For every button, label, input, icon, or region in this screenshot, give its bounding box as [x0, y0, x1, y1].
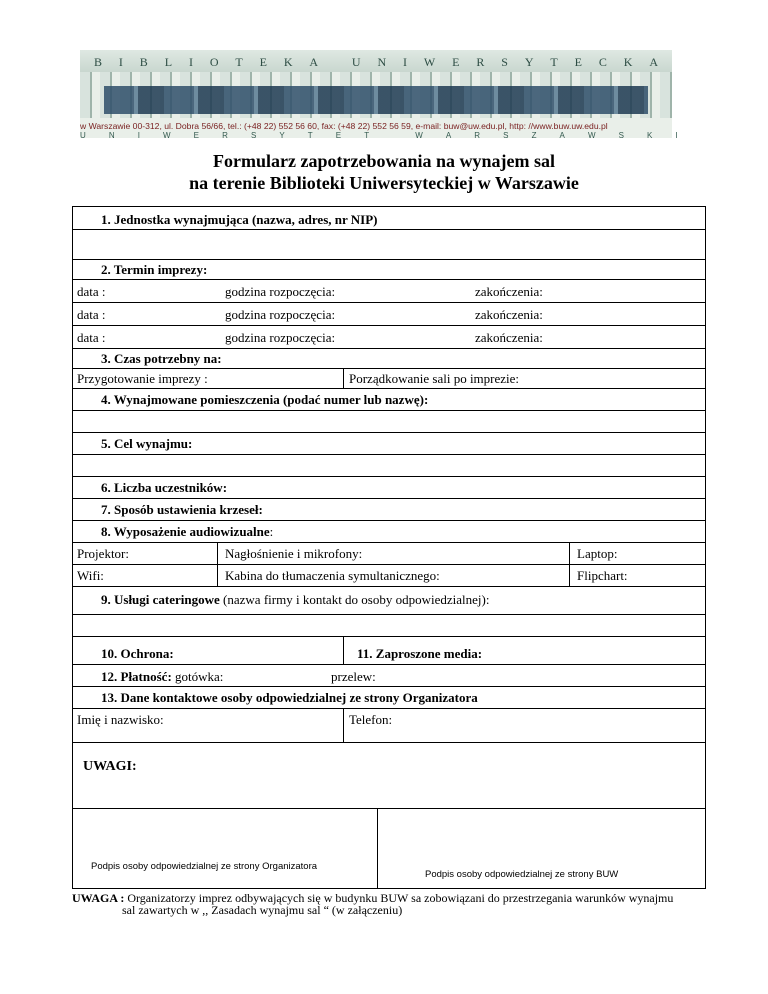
form-title-line2: na terenie Biblioteki Uniwersyteckiej w Warszawie — [189, 173, 579, 193]
banner-sub-letter: K — [647, 131, 653, 140]
section-4-header — [72, 389, 706, 411]
banner-sub-letter: R — [474, 131, 481, 140]
banner-letter: S — [501, 55, 508, 69]
flipchart-label: Flipchart: — [577, 568, 628, 583]
banner-university-name — [80, 131, 678, 140]
banner-sub-letter: W — [163, 131, 171, 140]
banner-sub-letter: S — [503, 131, 509, 140]
date-label: data : — [77, 307, 106, 322]
section-10-label: 10. Ochrona: — [101, 646, 174, 661]
banner-sub-letter: T — [307, 131, 313, 140]
footer-line2: sal zawartych w ,, Zasadach wynajmu sal “ (w załączeniu) — [122, 903, 403, 917]
prep-label: Przygotowanie imprezy : — [77, 371, 208, 386]
banner-sub-letter: S — [618, 131, 624, 140]
phone-label: Telefon: — [349, 712, 393, 727]
section-8-label: 8. Wyposażenie audiowizualne: — [101, 524, 274, 539]
banner-sub-letter: S — [250, 131, 257, 140]
banner-letter: R — [476, 55, 485, 69]
rooms-field[interactable] — [72, 411, 706, 433]
organizer-signature-label: Podpis osoby odpowiedzialnej ze strony Organizatora — [91, 861, 318, 872]
laptop-label: Laptop: — [577, 546, 618, 561]
date-row-3[interactable] — [72, 326, 706, 349]
section-3-label: 3. Czas potrzebny na: — [101, 351, 222, 366]
section-1-label: 1. Jednostka wynajmująca (nazwa, adres, nr NIP) — [101, 212, 378, 227]
banner-letter: N — [377, 55, 387, 69]
banner-sub-letter: W — [587, 131, 596, 140]
banner-facade — [104, 86, 648, 114]
divider — [343, 369, 344, 388]
banner-sub-letter: A — [559, 131, 565, 140]
banner-letter: T — [550, 55, 558, 69]
banner-letter: L — [164, 55, 173, 69]
banner-letter: U — [351, 55, 361, 69]
banner-sub-letter: Y — [279, 131, 285, 140]
banner-sub-letter: Z — [531, 131, 537, 140]
form-title-line1: Formularz zapotrzebowania na wynajem sal — [213, 151, 555, 171]
cleanup-label: Porządkowanie sali po imprezie: — [349, 371, 520, 386]
signature-row — [72, 809, 706, 889]
banner-letter: E — [452, 55, 460, 69]
section-3-header — [72, 349, 706, 369]
banner-sub-letter: R — [222, 131, 228, 140]
banner-letter: I — [188, 55, 193, 69]
banner-letter: E — [574, 55, 582, 69]
banner-letter: B — [94, 55, 103, 69]
date-row-2[interactable] — [72, 303, 706, 326]
section-11-label: 11. Zaproszone media: — [357, 646, 483, 661]
sound-label: Nagłośnienie i mikrofony: — [225, 546, 363, 561]
section-6-row[interactable] — [72, 477, 706, 499]
banner-sub-letter: I — [675, 131, 678, 140]
section-13-header — [72, 687, 706, 709]
section-7-label: 7. Sposób ustawienia krzeseł: — [101, 502, 263, 517]
banner-letter: K — [283, 55, 293, 69]
banner-letter: Y — [524, 55, 534, 69]
section-7-row[interactable] — [72, 499, 706, 521]
footer-line1: Organizatorzy imprez odbywających się w budynku BUW sa zobowiązani do przestrzegania warunków wynajmu — [124, 891, 674, 905]
banner-sub-letter: E — [193, 131, 200, 140]
organizer-field[interactable] — [72, 230, 706, 260]
purpose-field[interactable] — [72, 455, 706, 477]
section-4-label: 4. Wynajmowane pomieszczenia (podać numer lub nazwę): — [101, 392, 429, 407]
date-label: data : — [77, 284, 106, 299]
banner-sub-letter: T — [364, 131, 370, 140]
section-5-label: 5. Cel wynajmu: — [101, 436, 193, 451]
banner-letter: T — [235, 55, 243, 69]
section-9-label: 9. Usługi cateringowe (nazwa firmy i kontakt do osoby odpowiedzialnej): — [101, 592, 490, 607]
remarks-label: UWAGI: — [83, 759, 137, 774]
banner-sub-letter: W — [415, 131, 423, 140]
section-12-row — [72, 665, 706, 687]
catering-field[interactable] — [72, 615, 706, 637]
start-time-label: godzina rozpoczęcia: — [225, 330, 336, 345]
section-5-header — [72, 433, 706, 455]
name-label: Imię i nazwisko: — [77, 712, 164, 727]
wifi-label: Wifi: — [77, 568, 104, 583]
booth-label: Kabina do tłumaczenia symultanicznego: — [225, 568, 440, 583]
end-time-label: zakończenia: — [475, 307, 543, 322]
banner-letter: C — [598, 55, 607, 69]
equipment-row-1 — [72, 543, 706, 565]
start-time-label: godzina rozpoczęcia: — [225, 284, 336, 299]
banner-letter: A — [649, 55, 658, 69]
time-needed-row — [72, 369, 706, 389]
section-12-label: 12. Płatność: gotówka: — [101, 669, 224, 684]
section-9-header — [72, 587, 706, 615]
banner-letter: E — [259, 55, 267, 69]
banner-letter: K — [623, 55, 633, 69]
projector-label: Projektor: — [77, 546, 129, 561]
section-2-label: 2. Termin imprezy: — [101, 262, 208, 277]
transfer-label: przelew: — [331, 669, 376, 684]
equipment-row-2 — [72, 565, 706, 587]
banner-letter: I — [403, 55, 407, 69]
banner-sub-letter: U — [80, 131, 86, 140]
section-13-label: 13. Dane kontaktowe osoby odpowiedzialnej ze strony Organizatora — [101, 690, 478, 705]
buw-signature-label: Podpis osoby odpowiedzialnej ze strony BUW — [425, 869, 619, 880]
banner-sub-letter: I — [137, 131, 140, 140]
contact-row — [72, 709, 706, 743]
footer-label: UWAGA : — [72, 891, 125, 905]
banner-sub-letter: A — [445, 131, 452, 140]
form-title — [0, 150, 768, 194]
banner-library-name — [80, 55, 672, 70]
banner-sub-letter: E — [335, 131, 342, 140]
section-6-label: 6. Liczba uczestników: — [101, 480, 228, 495]
banner-letter: A — [309, 55, 319, 69]
banner-sub-letter: N — [108, 131, 115, 140]
start-time-label: godzina rozpoczęcia: — [225, 307, 336, 322]
date-row-1[interactable] — [72, 280, 706, 303]
date-label: data : — [77, 330, 106, 345]
remarks-field[interactable] — [72, 743, 706, 809]
section-8-header — [72, 521, 706, 543]
banner-letter: B — [139, 55, 148, 69]
banner-letter: W — [423, 55, 436, 69]
end-time-label: zakończenia: — [475, 284, 543, 299]
footer-note — [72, 892, 712, 916]
section-2-header — [72, 260, 706, 280]
banner-letter: O — [209, 55, 219, 69]
section-10-11-row — [72, 637, 706, 665]
library-address: w Warszawie 00-312, ul. Dobra 56/66, tel.: (+48 22) 552 56 60, fax: (+48 22) 552 56 59, e-mail: buw@uw.edu.pl, http: //www.buw.uw.edu.pl — [80, 121, 608, 131]
banner-letter: I — [118, 55, 123, 69]
section-1-header — [72, 206, 706, 230]
end-time-label: zakończenia: — [475, 330, 543, 345]
